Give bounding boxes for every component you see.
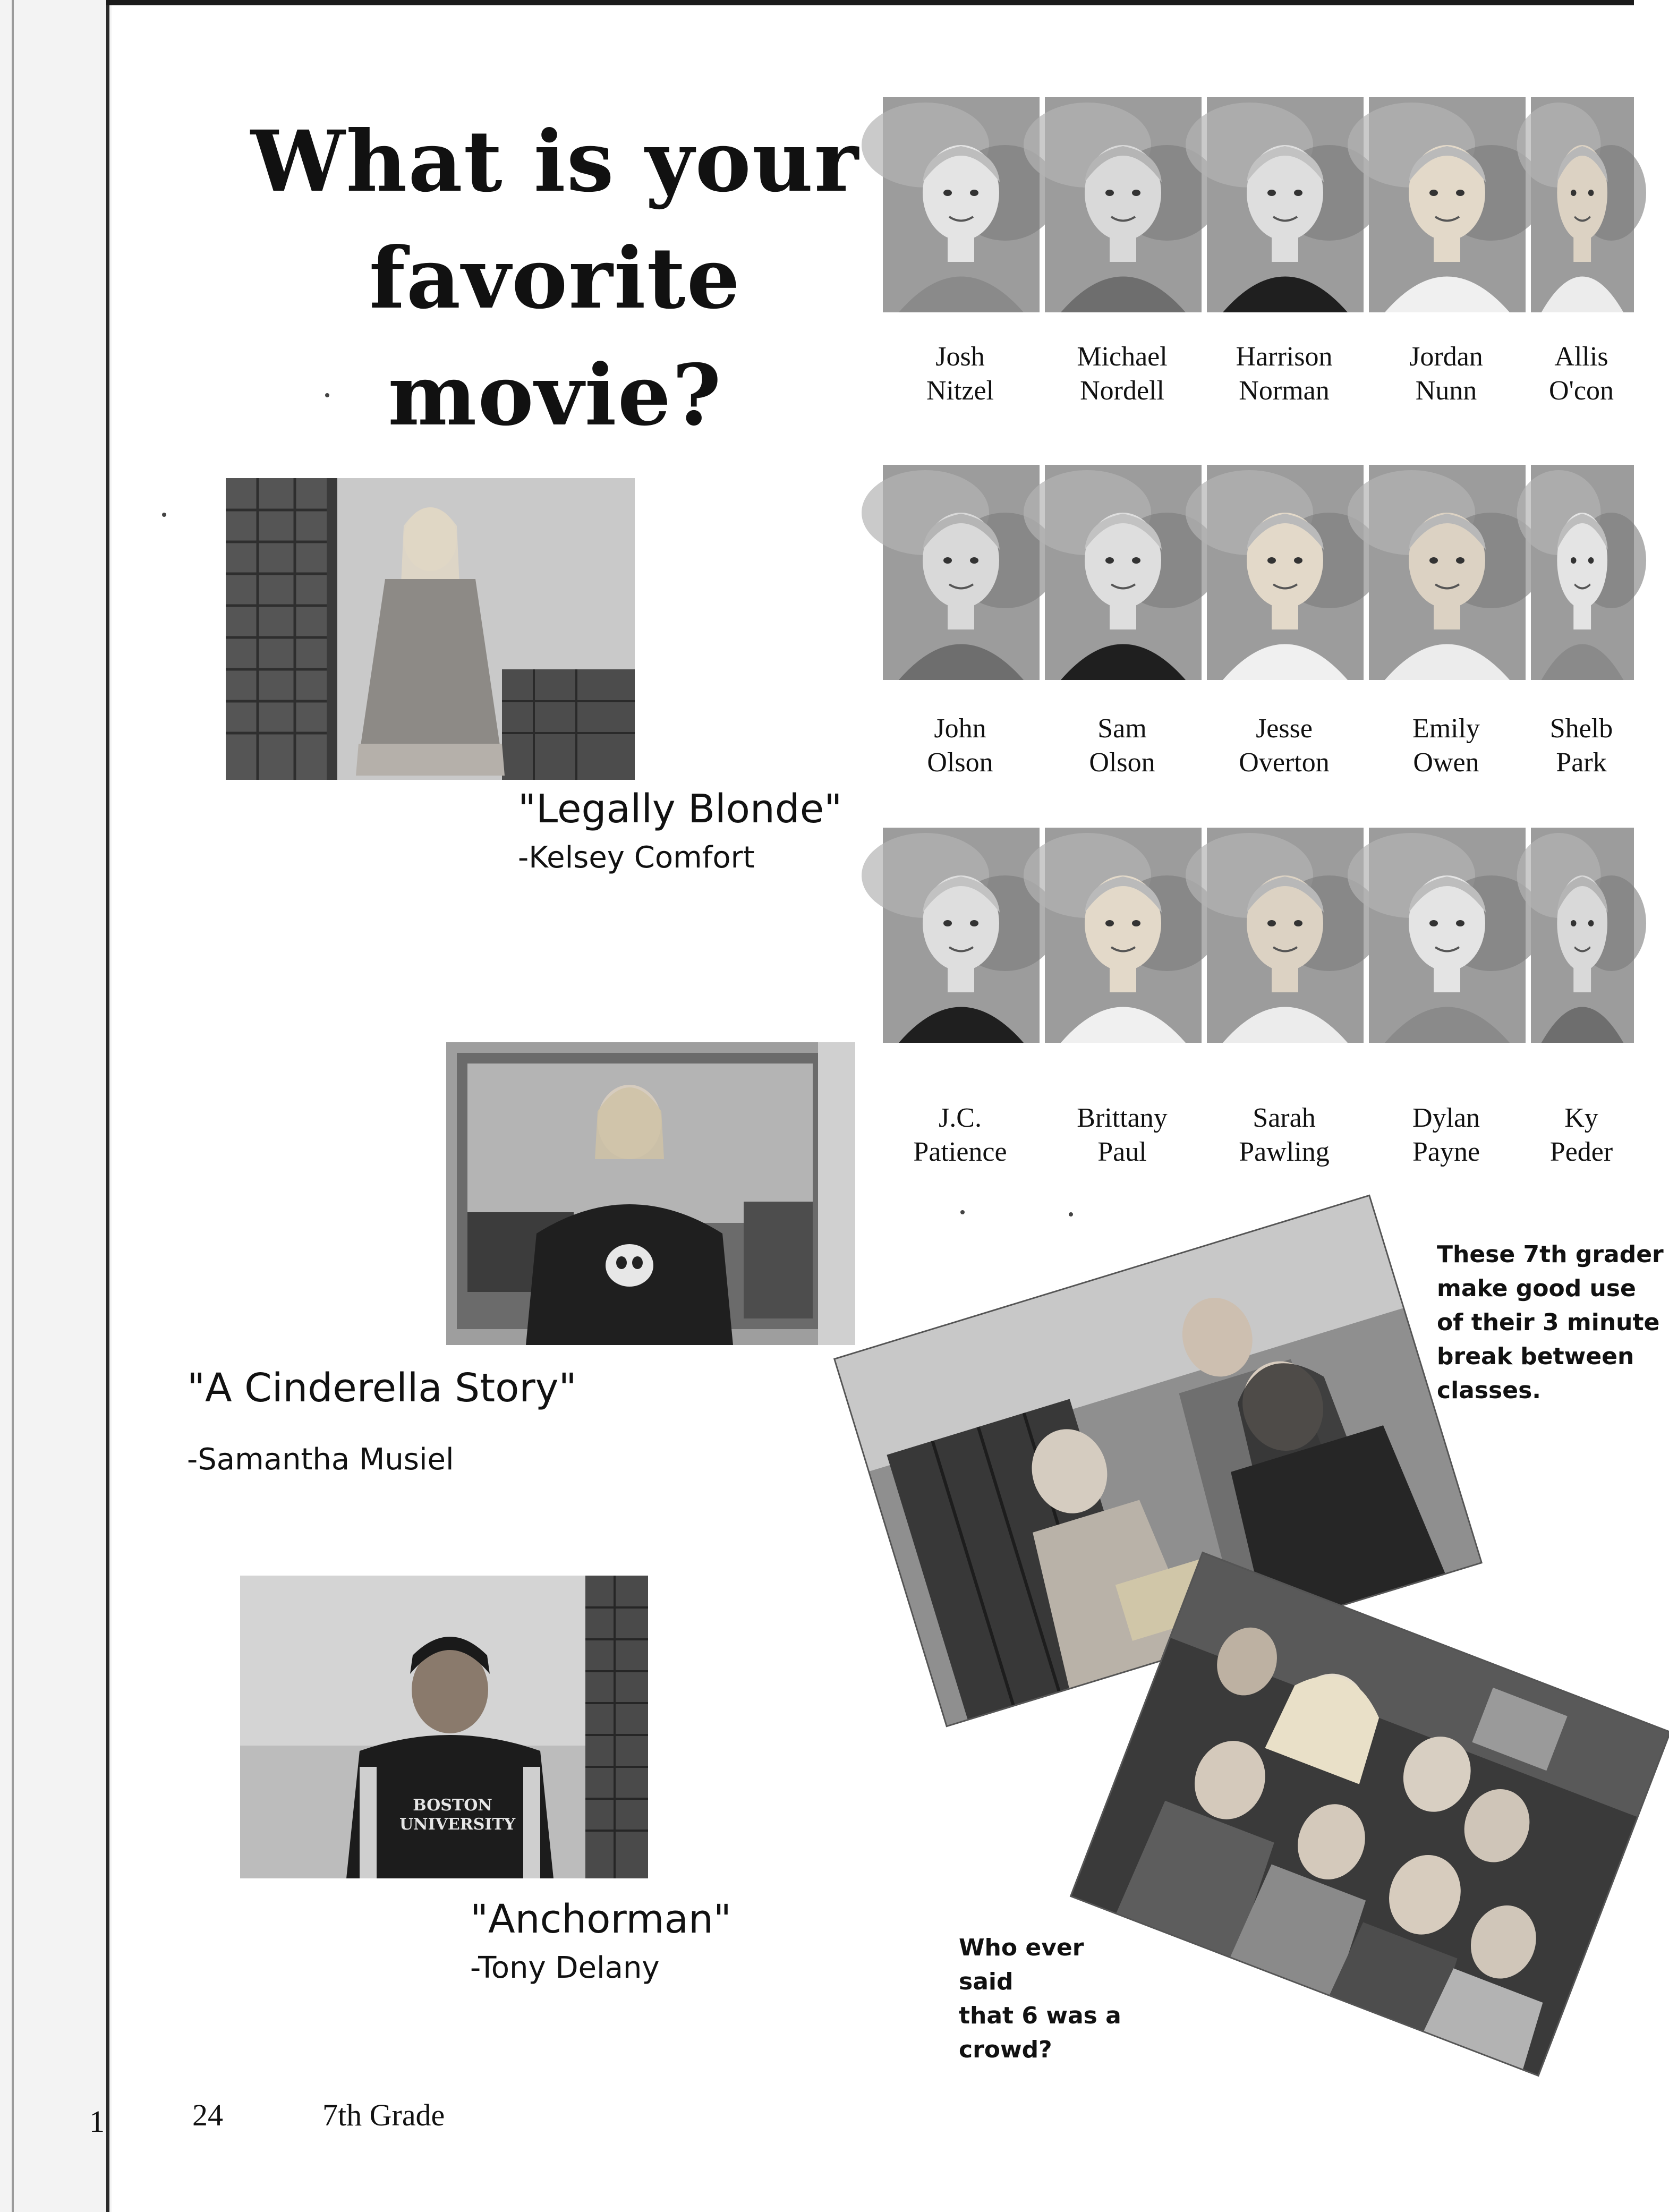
caption-hallway-line: break between xyxy=(1437,1343,1634,1370)
page-edge-line xyxy=(12,0,14,2212)
student-first-name: Allis xyxy=(1554,342,1608,372)
caption-hallway xyxy=(1437,1238,1664,1408)
student-portrait xyxy=(1207,828,1364,1043)
caption-group xyxy=(959,1931,1139,2067)
student-name xyxy=(1530,340,1633,408)
student-last-name: O'con xyxy=(1548,376,1614,406)
student-portrait xyxy=(1531,465,1634,680)
student-name xyxy=(1530,1101,1633,1169)
top-scan-edge xyxy=(106,0,1634,5)
sweatshirt-print-line-1: BOSTON xyxy=(413,1796,492,1815)
student-first-name: Ky xyxy=(1564,1103,1598,1133)
title-line-1: What is your xyxy=(251,113,859,211)
adjacent-page-edge xyxy=(0,0,112,2212)
student-name xyxy=(1368,1101,1525,1169)
section-label: 7th Grade xyxy=(322,2098,445,2132)
student-last-name: Overton xyxy=(1239,747,1330,778)
candid-photo-kelsey xyxy=(226,478,635,780)
student-name xyxy=(1530,712,1633,780)
candid-photo-samantha xyxy=(446,1042,855,1345)
title-line-2: favorite movie? xyxy=(369,229,742,445)
student-name xyxy=(1368,340,1525,408)
student-name xyxy=(1044,712,1200,780)
caption-hallway-line: make good use xyxy=(1437,1275,1636,1302)
student-portrait xyxy=(1531,828,1634,1043)
quote-anchorman: "Anchorman" xyxy=(470,1896,731,1942)
student-name xyxy=(882,1101,1038,1169)
student-last-name: Owen xyxy=(1413,747,1479,778)
scan-speck xyxy=(325,393,329,397)
student-name xyxy=(1044,1101,1200,1169)
student-portrait xyxy=(1207,97,1364,312)
student-last-name: Payne xyxy=(1412,1137,1480,1167)
caption-hallway-line: of their 3 minute xyxy=(1437,1309,1660,1336)
quote-attribution-samantha: -Samantha Musiel xyxy=(187,1442,454,1477)
student-last-name: Olson xyxy=(927,747,993,778)
caption-group-line: Who ever said xyxy=(959,1934,1084,1995)
student-first-name: Harrison xyxy=(1236,342,1333,372)
scan-speck xyxy=(1069,1212,1073,1216)
binding-shadow xyxy=(106,0,109,2212)
student-portrait xyxy=(883,828,1040,1043)
student-first-name: Jordan xyxy=(1409,342,1483,372)
student-portrait xyxy=(883,465,1040,680)
quote-cinderella-story: "A Cinderella Story" xyxy=(187,1365,577,1411)
student-name xyxy=(1206,1101,1363,1169)
scan-speck xyxy=(960,1210,965,1214)
student-first-name: Shelb xyxy=(1549,713,1613,744)
student-last-name: Norman xyxy=(1239,376,1330,406)
student-portrait xyxy=(1369,828,1526,1043)
student-portrait xyxy=(883,97,1040,312)
student-first-name: Sarah xyxy=(1253,1103,1316,1133)
student-portrait xyxy=(1369,97,1526,312)
caption-hallway-line: These 7th grader xyxy=(1437,1241,1664,1268)
student-first-name: Sam xyxy=(1097,713,1147,744)
sweatshirt-print-line-2: UNIVERSITY xyxy=(399,1815,516,1834)
student-last-name: Olson xyxy=(1089,747,1155,778)
caption-group-line: that 6 was a xyxy=(959,2002,1121,2029)
student-name xyxy=(1368,712,1525,780)
page-number: 24 xyxy=(192,2098,223,2132)
student-name xyxy=(882,712,1038,780)
student-first-name: Emily xyxy=(1412,713,1480,744)
quote-legally-blonde: "Legally Blonde" xyxy=(518,786,842,832)
student-first-name: Jesse xyxy=(1256,713,1313,744)
candid-photo-tony xyxy=(240,1576,648,1878)
student-portrait xyxy=(1207,465,1364,680)
sweatshirt-print xyxy=(399,1796,516,1834)
student-last-name: Park xyxy=(1556,747,1607,778)
student-first-name: John xyxy=(934,713,986,744)
page-title xyxy=(223,104,887,454)
caption-group-line: crowd? xyxy=(959,2036,1052,2063)
student-last-name: Paul xyxy=(1097,1137,1147,1167)
gutter-page-mark: 1 xyxy=(89,2104,105,2139)
quote-attribution-kelsey: -Kelsey Comfort xyxy=(518,840,755,875)
student-name xyxy=(1206,340,1363,408)
student-first-name: J.C. xyxy=(939,1103,982,1133)
quote-attribution-tony: -Tony Delany xyxy=(470,1951,660,1985)
student-first-name: Josh xyxy=(935,342,985,372)
student-portrait xyxy=(1045,97,1202,312)
student-name xyxy=(1044,340,1200,408)
student-first-name: Michael xyxy=(1077,342,1168,372)
student-last-name: Nunn xyxy=(1415,376,1477,406)
student-name xyxy=(1206,712,1363,780)
student-portrait xyxy=(1369,465,1526,680)
student-portrait xyxy=(1531,97,1634,312)
student-last-name: Patience xyxy=(913,1137,1007,1167)
student-last-name: Nordell xyxy=(1080,376,1164,406)
student-portrait xyxy=(1045,828,1202,1043)
student-portrait xyxy=(1045,465,1202,680)
student-name xyxy=(882,340,1038,408)
student-last-name: Peder xyxy=(1549,1137,1613,1167)
student-last-name: Nitzel xyxy=(926,376,994,406)
student-first-name: Brittany xyxy=(1077,1103,1168,1133)
caption-hallway-line: classes. xyxy=(1437,1377,1541,1404)
scan-speck xyxy=(162,513,166,517)
student-last-name: Pawling xyxy=(1239,1137,1330,1167)
student-first-name: Dylan xyxy=(1412,1103,1480,1133)
